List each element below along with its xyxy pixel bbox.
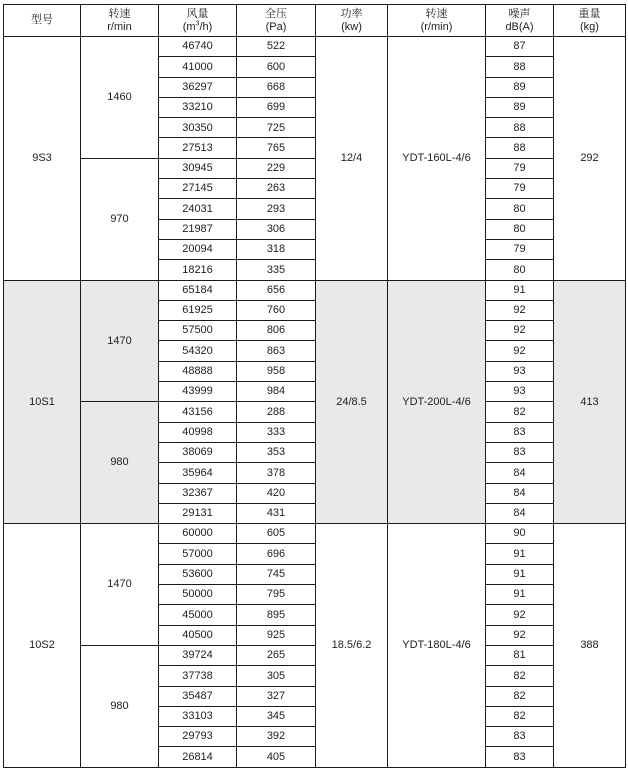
pressure-cell: 656 — [237, 280, 316, 300]
noise-cell: 92 — [486, 300, 554, 320]
weight-cell: 292 — [554, 37, 626, 281]
pressure-cell: 335 — [237, 260, 316, 280]
motor-speed-cell: YDT-180L-4/6 — [388, 524, 486, 768]
weight-cell: 388 — [554, 524, 626, 768]
pressure-cell: 327 — [237, 686, 316, 706]
airflow-cell: 48888 — [159, 361, 237, 381]
header-power: 功率 (kw) — [316, 5, 388, 37]
noise-cell: 82 — [486, 706, 554, 726]
pressure-cell: 863 — [237, 341, 316, 361]
model-cell: 10S2 — [4, 524, 81, 768]
model-cell: 9S3 — [4, 37, 81, 281]
airflow-cell: 40998 — [159, 422, 237, 442]
airflow-cell: 18216 — [159, 260, 237, 280]
header-row — [4, 5, 626, 37]
airflow-cell: 27145 — [159, 179, 237, 199]
airflow-cell: 45000 — [159, 605, 237, 625]
motor-speed-cell: YDT-160L-4/6 — [388, 37, 486, 281]
noise-cell: 82 — [486, 666, 554, 686]
noise-cell: 87 — [486, 37, 554, 57]
airflow-cell: 36297 — [159, 77, 237, 97]
pressure-cell: 765 — [237, 138, 316, 158]
noise-cell: 89 — [486, 77, 554, 97]
pressure-cell: 984 — [237, 382, 316, 402]
pressure-cell: 522 — [237, 37, 316, 57]
airflow-cell: 26814 — [159, 747, 237, 767]
speed-cell: 1470 — [81, 280, 159, 402]
airflow-cell: 65184 — [159, 280, 237, 300]
noise-cell: 93 — [486, 382, 554, 402]
pressure-cell: 600 — [237, 57, 316, 77]
header-motor-speed: 转速 (r/min) — [388, 5, 486, 37]
noise-cell: 80 — [486, 260, 554, 280]
noise-cell: 93 — [486, 361, 554, 381]
airflow-cell: 60000 — [159, 524, 237, 544]
noise-cell: 88 — [486, 138, 554, 158]
pressure-cell: 265 — [237, 645, 316, 665]
pressure-cell: 760 — [237, 300, 316, 320]
pressure-cell: 318 — [237, 239, 316, 259]
airflow-cell: 43999 — [159, 382, 237, 402]
airflow-cell: 30350 — [159, 118, 237, 138]
pressure-cell: 605 — [237, 524, 316, 544]
pressure-cell: 306 — [237, 219, 316, 239]
noise-cell: 79 — [486, 239, 554, 259]
airflow-cell: 32367 — [159, 483, 237, 503]
noise-cell: 84 — [486, 483, 554, 503]
airflow-cell: 24031 — [159, 199, 237, 219]
pressure-cell: 725 — [237, 118, 316, 138]
noise-cell: 79 — [486, 179, 554, 199]
noise-cell: 83 — [486, 747, 554, 767]
noise-cell: 92 — [486, 341, 554, 361]
table-row — [4, 402, 626, 422]
speed-cell: 970 — [81, 158, 159, 280]
table-row — [4, 645, 626, 665]
power-cell: 12/4 — [316, 37, 388, 281]
airflow-cell: 30945 — [159, 158, 237, 178]
pressure-cell: 431 — [237, 503, 316, 523]
noise-cell: 92 — [486, 321, 554, 341]
airflow-cell: 21987 — [159, 219, 237, 239]
noise-cell: 92 — [486, 625, 554, 645]
header-airflow: 风量 $(m^3/h)$ — [159, 5, 237, 37]
pressure-cell: 333 — [237, 422, 316, 442]
airflow-cell: 54320 — [159, 341, 237, 361]
airflow-cell: 53600 — [159, 564, 237, 584]
weight-cell: 413 — [554, 280, 626, 524]
airflow-cell: 39724 — [159, 645, 237, 665]
airflow-cell: 41000 — [159, 57, 237, 77]
noise-cell: 89 — [486, 97, 554, 117]
airflow-cell: 29131 — [159, 503, 237, 523]
noise-cell: 84 — [486, 503, 554, 523]
noise-cell: 91 — [486, 564, 554, 584]
airflow-cell: 61925 — [159, 300, 237, 320]
pressure-cell: 392 — [237, 727, 316, 747]
table-body — [4, 37, 626, 768]
pressure-cell: 405 — [237, 747, 316, 767]
noise-cell: 83 — [486, 422, 554, 442]
fan-spec-table — [3, 4, 626, 768]
airflow-cell: 38069 — [159, 442, 237, 462]
airflow-cell: 35964 — [159, 463, 237, 483]
airflow-cell: 29793 — [159, 727, 237, 747]
noise-cell: 88 — [486, 118, 554, 138]
power-cell: 24/8.5 — [316, 280, 388, 524]
airflow-cell: 43156 — [159, 402, 237, 422]
airflow-cell: 35487 — [159, 686, 237, 706]
pressure-cell: 293 — [237, 199, 316, 219]
pressure-cell: 378 — [237, 463, 316, 483]
pressure-cell: 795 — [237, 585, 316, 605]
noise-cell: 83 — [486, 727, 554, 747]
noise-cell: 88 — [486, 57, 554, 77]
pressure-cell: 263 — [237, 179, 316, 199]
noise-cell: 82 — [486, 686, 554, 706]
airflow-cell: 27513 — [159, 138, 237, 158]
pressure-cell: 305 — [237, 666, 316, 686]
speed-cell: 980 — [81, 402, 159, 524]
pressure-cell: 699 — [237, 97, 316, 117]
airflow-cell: 33103 — [159, 706, 237, 726]
pressure-cell: 925 — [237, 625, 316, 645]
noise-cell: 83 — [486, 442, 554, 462]
noise-cell: 81 — [486, 645, 554, 665]
airflow-cell: 40500 — [159, 625, 237, 645]
noise-cell: 79 — [486, 158, 554, 178]
pressure-cell: 345 — [237, 706, 316, 726]
noise-cell: 91 — [486, 280, 554, 300]
airflow-cell: 57000 — [159, 544, 237, 564]
noise-cell: 90 — [486, 524, 554, 544]
pressure-cell: 895 — [237, 605, 316, 625]
table-row — [4, 524, 626, 544]
motor-speed-cell: YDT-200L-4/6 — [388, 280, 486, 524]
pressure-cell: 696 — [237, 544, 316, 564]
airflow-cell: 46740 — [159, 37, 237, 57]
table-row — [4, 37, 626, 57]
noise-cell: 84 — [486, 463, 554, 483]
pressure-cell: 353 — [237, 442, 316, 462]
model-cell: 10S1 — [4, 280, 81, 524]
pressure-cell: 806 — [237, 321, 316, 341]
speed-cell: 980 — [81, 645, 159, 767]
pressure-cell: 288 — [237, 402, 316, 422]
airflow-cell: 20094 — [159, 239, 237, 259]
noise-cell: 91 — [486, 544, 554, 564]
airflow-cell: 37738 — [159, 666, 237, 686]
pressure-cell: 745 — [237, 564, 316, 584]
pressure-cell: 958 — [237, 361, 316, 381]
power-cell: 18.5/6.2 — [316, 524, 388, 768]
table-row — [4, 158, 626, 178]
header-noise: 噪声 dB(A) — [486, 5, 554, 37]
header-model: 型号 — [4, 5, 81, 37]
speed-cell: 1470 — [81, 524, 159, 646]
noise-cell: 80 — [486, 219, 554, 239]
header-speed: 转速 r/min — [81, 5, 159, 37]
pressure-cell: 668 — [237, 77, 316, 97]
pressure-cell: 420 — [237, 483, 316, 503]
noise-cell: 92 — [486, 605, 554, 625]
table-row — [4, 280, 626, 300]
pressure-cell: 229 — [237, 158, 316, 178]
noise-cell: 82 — [486, 402, 554, 422]
header-weight: 重量 (kg) — [554, 5, 626, 37]
speed-cell: 1460 — [81, 37, 159, 159]
noise-cell: 91 — [486, 585, 554, 605]
airflow-cell: 33210 — [159, 97, 237, 117]
airflow-cell: 50000 — [159, 585, 237, 605]
noise-cell: 80 — [486, 199, 554, 219]
airflow-cell: 57500 — [159, 321, 237, 341]
header-pressure: 全压 (Pa) — [237, 5, 316, 37]
